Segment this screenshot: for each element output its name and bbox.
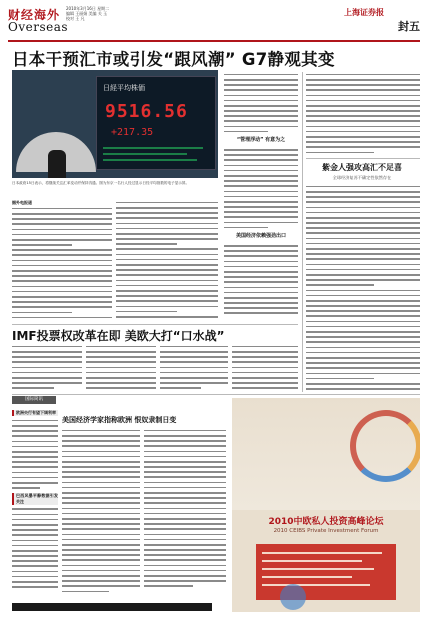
page-number: 封五 [398,20,420,33]
news-photo [12,70,218,178]
forum-advertisement[interactable] [232,398,420,612]
forum-decoration [280,584,306,610]
brief-news-tag: 国际简讯 [12,396,56,404]
bottom-ad-strip [12,603,212,611]
article-column-1 [12,200,112,322]
article-subhead: 美国经济依赖强劲出口 [235,233,286,240]
right-article-subtitle: 全球经济复苏不确定性依然存在 [332,175,392,180]
imf-column-4 [232,344,298,392]
right-article-title: 紫金人强攻高汇不足喜 [322,163,402,172]
forum-subtitle: 2010 CEIBS Private Investment Forum [273,528,379,534]
board-ticker-row [103,153,187,155]
imf-column-3 [160,344,228,392]
section-brand: 财经海外 [8,8,61,22]
issue-line: 校对 王 凡 [66,16,85,21]
article-subhead: “管理浮动” 有意为之 [236,137,286,144]
column-divider [302,72,303,392]
forum-info-line [262,552,382,554]
board-index-change: +217.35 [111,127,154,138]
article-column-2 [116,200,218,322]
stock-board [96,76,216,170]
imf-headline: IMF投票权改革在即 美欧大打“口水战” [12,329,225,343]
forum-title: 2010中欧私人投资高峰论坛 [268,517,384,527]
forum-info-line [262,584,370,586]
pedestrian-shape [48,150,66,178]
forum-info-line [262,560,362,562]
right-article-header [306,162,418,181]
page-header [8,4,420,40]
section-divider [12,324,298,325]
right-article-body [306,184,420,392]
issue-line: 2010年3月16日 星期二 [66,6,110,11]
section-divider [12,394,420,395]
header-rule [8,40,420,42]
newspaper-logo: 上海证券报 [344,7,384,17]
bottom-column-1 [62,428,140,600]
photo-caption: 日本政府15日表示，将继续关注汇率变动并保持沟通。图为东京一名行人经过显示日经平均指数的电子显示屏。 [12,181,190,185]
article-byline: 据外电报道 [12,200,32,205]
main-headline: 日本干预汇市或引发“跟风潮” G7静观其变 [12,50,335,69]
article-column-3 [224,72,298,322]
forum-info-line [262,568,374,570]
imf-column-1 [12,344,82,392]
board-ticker-row [103,159,197,161]
brief-subhead: 欧洲央行有望下调利率 [12,410,58,416]
issue-line: 编辑 王丽娟 美编 关 玉 [66,11,108,16]
board-index-value: 9516.56 [105,101,188,122]
brief-subhead: 巴西风暴平静数据引发关注 [12,493,58,505]
issue-info [66,6,109,21]
bottom-headline: 美国经济学家指称欧洲 恨奴隶制日变 [62,416,177,424]
section-divider [306,158,420,159]
board-ticker-row [103,147,203,149]
brief-news-column [12,408,58,602]
section-english: Overseas [8,20,69,34]
article-column-4 [306,72,420,158]
imf-column-2 [86,344,156,392]
forum-logo-swirl [350,410,420,482]
forum-info-panel [256,544,396,600]
board-title: 日経平均株価 [103,84,145,92]
bottom-column-2 [144,428,226,600]
forum-info-line [262,576,352,578]
